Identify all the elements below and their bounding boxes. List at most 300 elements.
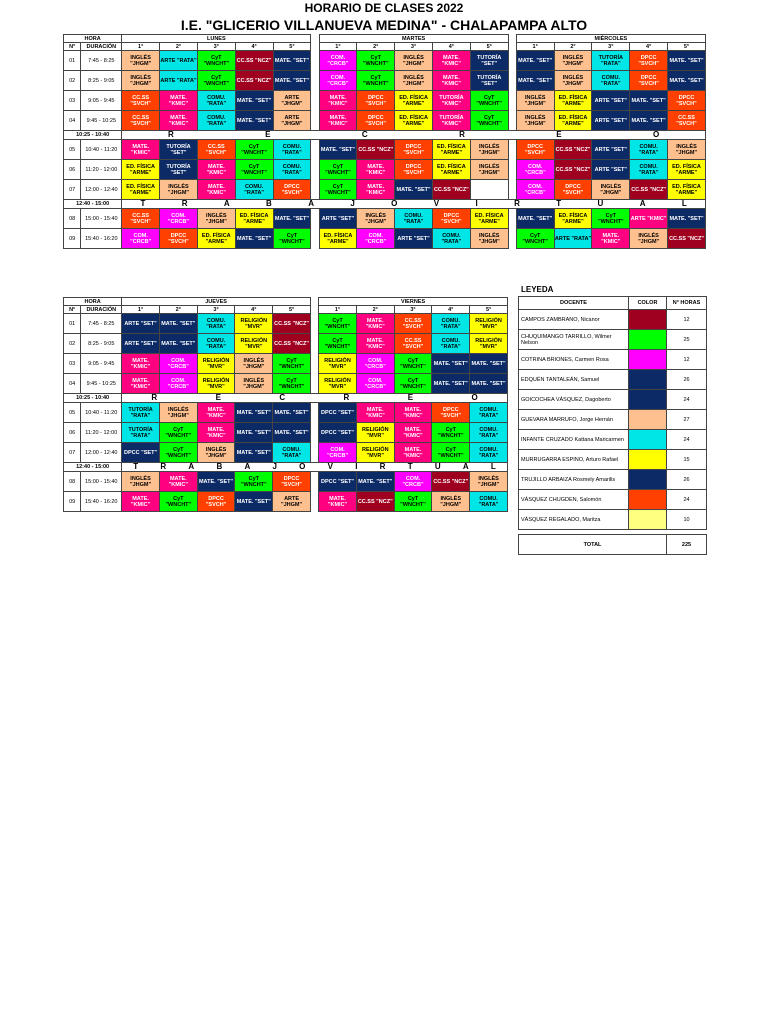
class-cell: ED. FÍSICA "ARME" xyxy=(235,209,273,229)
gap-cell xyxy=(310,443,318,463)
trabajo-row-letter: I xyxy=(475,199,478,208)
trabajo-row-letter: J xyxy=(350,199,355,208)
class-cell: ARTE "SET" xyxy=(395,229,433,249)
class-cell: COMU. "RATA" xyxy=(273,443,311,463)
class-cell: ARTE "SET" xyxy=(592,111,630,131)
trabajo-row-letter: T xyxy=(407,462,413,471)
recreo-row-letter: E xyxy=(215,393,221,402)
gap-cell xyxy=(508,43,516,51)
class-cell: INGLÉS "JHGM" xyxy=(197,443,235,463)
class-cell: CyT "WNCHT" xyxy=(235,140,273,160)
schedule-row xyxy=(64,314,508,334)
duration-header: DURACIÓN xyxy=(81,306,122,314)
teacher-hours: 15 xyxy=(667,450,707,470)
class-cell: COMU. "RATA" xyxy=(395,209,433,229)
trabajo-row-letter: O xyxy=(299,462,306,471)
row-time: 7:45 - 8:25 xyxy=(81,51,122,71)
gap-cell xyxy=(310,334,318,354)
teacher-hours: 12 xyxy=(667,350,707,370)
class-cell: ED. FÍSICA "ARME" xyxy=(395,111,433,131)
class-cell: RELIGIÓN "MVR" xyxy=(319,374,357,394)
gap-cell xyxy=(310,306,318,314)
class-cell: ARTE "RATA" xyxy=(160,71,198,91)
grade-header: 4° xyxy=(630,43,668,51)
class-cell: MATE. "SET" xyxy=(356,472,394,492)
recreo-row-letter: C xyxy=(361,130,368,139)
recreo-row-band xyxy=(122,131,706,140)
day-header-1: MARTES xyxy=(319,35,508,43)
trabajo-row xyxy=(64,463,508,472)
class-cell: MATE. "KMIC" xyxy=(160,111,198,131)
class-cell: COM. "CRCB" xyxy=(159,354,197,374)
class-cell: ARTE "JHGM" xyxy=(273,91,311,111)
class-cell: CyT "WNCHT" xyxy=(197,71,235,91)
class-cell: CyT "WNCHT" xyxy=(432,443,470,463)
schedule-row xyxy=(64,111,706,131)
class-cell: ARTE "SET" xyxy=(122,334,160,354)
class-cell: CyT "WNCHT" xyxy=(319,334,357,354)
class-cell: ED. FÍSICA "ARME" xyxy=(122,180,160,200)
class-cell: MATE. "SET" xyxy=(432,354,470,374)
class-cell: DPCC "SVCH" xyxy=(273,472,311,492)
legend-header-cell: DOCENTE xyxy=(519,297,629,310)
gap-cell xyxy=(311,180,319,200)
class-cell: INGLÉS "JHGM" xyxy=(592,180,630,200)
class-cell: TUTORÍA "SET" xyxy=(470,71,508,91)
class-cell: MATE. "SET" xyxy=(630,111,668,131)
class-cell: MATE. "SET" xyxy=(159,334,197,354)
class-cell: ARTE "RATA" xyxy=(554,229,592,249)
class-cell: RELIGIÓN "MVR" xyxy=(470,334,508,354)
grade-header: 2° xyxy=(554,43,592,51)
class-cell: COMU. "RATA" xyxy=(197,111,235,131)
trabajo-row-letter: A xyxy=(308,199,314,208)
class-cell: INGLÉS "JHGM" xyxy=(235,354,273,374)
trabajo-row-letter: O xyxy=(391,199,398,208)
class-cell: INGLÉS "JHGM" xyxy=(357,209,395,229)
trabajo-row-letter: V xyxy=(433,199,440,208)
gap-cell xyxy=(508,51,516,71)
row-time: 9:45 - 10:25 xyxy=(81,374,122,394)
total-row xyxy=(519,535,707,555)
gap-cell xyxy=(508,180,516,200)
class-cell: DPCC "SVCH" xyxy=(395,160,433,180)
legend-row xyxy=(519,410,707,430)
teacher-name: INFANTE CRUZADO Kattana Maricarmen xyxy=(519,430,629,450)
gap-cell xyxy=(311,160,319,180)
schedule-table-bottom xyxy=(63,297,508,512)
row-time: 11:20 - 12:00 xyxy=(81,423,122,443)
schedule-row xyxy=(64,354,508,374)
class-cell: MATE. "KMIC" xyxy=(122,492,160,512)
recreo-row-letter: E xyxy=(556,130,562,139)
class-cell: TUTORÍA "SET" xyxy=(470,51,508,71)
class-cell: DPCC "SVCH" xyxy=(432,209,470,229)
grade-header: 5° xyxy=(470,43,508,51)
recreo-row-letter: O xyxy=(471,393,478,402)
class-cell: CC.SS "SVCH" xyxy=(394,314,432,334)
class-cell: CyT "WNCHT" xyxy=(273,374,311,394)
class-cell: DPCC "SET" xyxy=(319,423,357,443)
recreo-row-letter: C xyxy=(279,393,286,402)
class-cell: TUTORÍA "SET" xyxy=(160,140,198,160)
class-cell: MATE. "SET" xyxy=(235,492,273,512)
class-cell: INGLÉS "JHGM" xyxy=(668,140,706,160)
row-number: 01 xyxy=(64,51,81,71)
trabajo-row-letters xyxy=(122,201,705,207)
trabajo-row-letter: L xyxy=(681,199,687,208)
class-cell: COM. "CRCB" xyxy=(122,229,160,249)
class-cell: RELIGIÓN "MVR" xyxy=(319,354,357,374)
class-cell: DPCC "SVCH" xyxy=(395,140,433,160)
class-cell: CyT "WNCHT" xyxy=(197,51,235,71)
grade-header: 2° xyxy=(160,43,198,51)
row-time: 9:05 - 9:45 xyxy=(81,354,122,374)
row-number: 06 xyxy=(64,423,81,443)
row-number: 08 xyxy=(64,472,81,492)
row-time: 8:25 - 9:05 xyxy=(81,71,122,91)
class-cell: MATE. "SET" xyxy=(235,111,273,131)
teacher-color xyxy=(629,450,667,470)
trabajo-row-letter: V xyxy=(327,462,333,471)
class-cell: MATE. "KMIC" xyxy=(197,423,235,443)
gap-cell xyxy=(310,403,318,423)
gap-cell xyxy=(310,354,318,374)
legend-row xyxy=(519,450,707,470)
teacher-color xyxy=(629,310,667,330)
trabajo-row-letter: T xyxy=(556,199,562,208)
class-cell: CyT "WNCHT" xyxy=(159,443,197,463)
class-cell: CyT "WNCHT" xyxy=(394,492,432,512)
class-cell: COMU. "RATA" xyxy=(470,443,508,463)
teacher-color xyxy=(629,470,667,490)
class-cell: MATE. "SET" xyxy=(668,51,706,71)
page-title: HORARIO DE CLASES 2022 xyxy=(304,1,464,15)
recreo-row-time: 10:25 - 10:40 xyxy=(64,394,122,403)
class-cell: DPCC "SVCH" xyxy=(668,91,706,111)
class-cell: ED. FÍSICA "ARME" xyxy=(554,91,592,111)
class-cell: COMU. "RATA" xyxy=(470,492,508,512)
class-cell: CyT "WNCHT" xyxy=(159,423,197,443)
class-cell: MATE. "SET" xyxy=(516,209,554,229)
class-cell: DPCC "SVCH" xyxy=(516,140,554,160)
grade-header: 1° xyxy=(122,43,160,51)
class-cell: ARTE "RATA" xyxy=(160,51,198,71)
row-time: 12:00 - 12:40 xyxy=(81,180,122,200)
class-cell: CC.SS "SVCH" xyxy=(122,209,160,229)
class-cell: ARTE "JHGM" xyxy=(273,111,311,131)
class-cell: RELIGIÓN "MVR" xyxy=(197,374,235,394)
class-cell: INGLÉS "JHGM" xyxy=(395,51,433,71)
schedule-row xyxy=(64,140,706,160)
class-cell: ARTE "SET" xyxy=(592,160,630,180)
grade-header: 2° xyxy=(357,43,395,51)
grade-header: 3° xyxy=(394,306,432,314)
recreo-row-letter: R xyxy=(151,393,158,402)
class-cell: ED. FÍSICA "ARME" xyxy=(432,160,470,180)
recreo-row-letter: O xyxy=(653,130,660,139)
class-cell: CC.SS "NCZ" xyxy=(357,140,395,160)
class-cell: MATE. "KMIC" xyxy=(592,229,630,249)
class-cell: INGLÉS "JHGM" xyxy=(235,374,273,394)
teacher-name: COTRINA BRIONES, Carmen Rosa xyxy=(519,350,629,370)
class-cell: COM. "CRCB" xyxy=(319,51,357,71)
class-cell: ARTE "SET" xyxy=(319,209,357,229)
class-cell: CC.SS "NCZ" xyxy=(668,229,706,249)
class-cell: MATE. "SET" xyxy=(516,71,554,91)
grade-header: 2° xyxy=(159,306,197,314)
teacher-color xyxy=(629,370,667,390)
teacher-color xyxy=(629,350,667,370)
row-number: 09 xyxy=(64,492,81,512)
gap-cell xyxy=(310,423,318,443)
class-cell: MATE. "KMIC" xyxy=(356,403,394,423)
trabajo-row-letter: I xyxy=(355,462,358,471)
gap-cell xyxy=(311,43,319,51)
class-cell: MATE. "SET" xyxy=(668,209,706,229)
row-time: 8:25 - 9:05 xyxy=(81,334,122,354)
class-cell: INGLÉS "JHGM" xyxy=(470,140,508,160)
teacher-hours: 12 xyxy=(667,310,707,330)
trabajo-row xyxy=(64,200,706,209)
class-cell: MATE. "SET" xyxy=(273,403,311,423)
legend-row xyxy=(519,470,707,490)
class-cell: CC.SS "NCZ" xyxy=(235,51,273,71)
class-cell: ED. FÍSICA "ARME" xyxy=(395,91,433,111)
class-cell: DPCC "SVCH" xyxy=(630,51,668,71)
row-number: 08 xyxy=(64,209,81,229)
row-number: 06 xyxy=(64,160,81,180)
class-cell: MATE. "KMIC" xyxy=(319,492,357,512)
gap-cell xyxy=(310,374,318,394)
row-number: 04 xyxy=(64,111,81,131)
legend-title: LEYEDA xyxy=(521,285,554,294)
class-cell: MATE. "KMIC" xyxy=(356,314,394,334)
class-cell xyxy=(470,180,508,200)
class-cell: COM. "CRCB" xyxy=(356,374,394,394)
recreo-row-letter: R xyxy=(459,130,465,139)
trabajo-row-letter: T xyxy=(140,199,146,208)
class-cell: MATE. "KMIC" xyxy=(160,91,198,111)
gap-cell xyxy=(311,209,319,229)
header-row xyxy=(64,35,706,43)
gap-cell xyxy=(508,91,516,111)
class-cell: MATE. "SET" xyxy=(273,423,311,443)
class-cell: ED. FÍSICA "ARME" xyxy=(197,229,235,249)
teacher-hours: 26 xyxy=(667,370,707,390)
class-cell: COMU. "RATA" xyxy=(197,334,235,354)
row-time: 15:00 - 15:40 xyxy=(81,472,122,492)
class-cell: RELIGIÓN "MVR" xyxy=(235,314,273,334)
row-number: 05 xyxy=(64,403,81,423)
legend-header-cell: COLOR xyxy=(629,297,667,310)
class-cell: CC.SS "NCZ" xyxy=(554,160,592,180)
class-cell: COMU. "RATA" xyxy=(273,160,311,180)
class-cell: COM. "CRCB" xyxy=(516,160,554,180)
class-cell: MATE. "SET" xyxy=(470,374,508,394)
class-cell: RELIGIÓN "MVR" xyxy=(356,423,394,443)
class-cell: CC.SS "SVCH" xyxy=(122,111,160,131)
grade-header: 3° xyxy=(592,43,630,51)
class-cell: INGLÉS "JHGM" xyxy=(160,180,198,200)
total-value: 225 xyxy=(667,535,707,555)
trabajo-row-letter: A xyxy=(223,199,230,208)
class-cell: INGLÉS "JHGM" xyxy=(432,492,470,512)
grade-header: 3° xyxy=(197,306,235,314)
class-cell: RELIGIÓN "MVR" xyxy=(356,443,394,463)
row-number: 02 xyxy=(64,334,81,354)
trabajo-row-letter: A xyxy=(244,462,251,471)
class-cell: ARTE "JHGM" xyxy=(273,492,311,512)
teacher-name: GUEVARA MARRUFO, Jorge Hernán xyxy=(519,410,629,430)
class-cell: TUTORÍA "KMIC" xyxy=(432,111,470,131)
row-number: 07 xyxy=(64,443,81,463)
class-cell: CC.SS "SVCH" xyxy=(122,91,160,111)
teacher-hours: 26 xyxy=(667,470,707,490)
grade-header: 1° xyxy=(319,43,357,51)
legend-header-cell: N° HORAS xyxy=(667,297,707,310)
grade-header: 1° xyxy=(319,306,357,314)
teacher-name: GOICOCHEA VÁSQUEZ, Dagoberto xyxy=(519,390,629,410)
class-cell: CC.SS "NCZ" xyxy=(432,180,470,200)
legend-row xyxy=(519,310,707,330)
recreo-row-letter: R xyxy=(343,393,350,402)
class-cell: INGLÉS "JHGM" xyxy=(470,472,508,492)
class-cell: MATE. "KMIC" xyxy=(319,91,357,111)
hora-header: HORA xyxy=(64,298,122,306)
teacher-name: MURRUGARRA ESPINO, Arturo Rafael xyxy=(519,450,629,470)
class-cell: MATE. "SET" xyxy=(668,71,706,91)
class-cell: MATE. "KMIC" xyxy=(122,140,160,160)
class-cell: COM. "CRCB" xyxy=(394,472,432,492)
class-cell: ARTE "SET" xyxy=(592,91,630,111)
class-cell: DPCC "SVCH" xyxy=(197,492,235,512)
legend-row xyxy=(519,370,707,390)
trabajo-row-band xyxy=(122,200,706,209)
row-time: 9:45 - 10:25 xyxy=(81,111,122,131)
class-cell: CyT "WNCHT" xyxy=(357,51,395,71)
gap-cell xyxy=(508,229,516,249)
class-cell: MATE. "SET" xyxy=(235,403,273,423)
teacher-color xyxy=(629,330,667,350)
class-cell: CyT "WNCHT" xyxy=(319,180,357,200)
schedule-row xyxy=(64,374,508,394)
row-number: 05 xyxy=(64,140,81,160)
trabajo-row-time: 12:40 - 15:00 xyxy=(64,200,122,209)
gap-cell xyxy=(508,140,516,160)
class-cell: ARTE "SET" xyxy=(592,140,630,160)
class-cell: ED. FÍSICA "ARME" xyxy=(122,160,160,180)
day-header-2: MIÉRCOLES xyxy=(516,35,705,43)
class-cell: COMU. "RATA" xyxy=(630,160,668,180)
class-cell: DPCC "SET" xyxy=(122,443,160,463)
class-cell: CyT "WNCHT" xyxy=(159,492,197,512)
class-cell: COMU. "RATA" xyxy=(470,423,508,443)
row-time: 7:45 - 8:25 xyxy=(81,314,122,334)
class-cell: MATE. "SET" xyxy=(235,91,273,111)
teacher-color xyxy=(629,510,667,530)
schedule-row xyxy=(64,71,706,91)
trabajo-row-letter: B xyxy=(266,199,272,208)
class-cell: COM. "CRCB" xyxy=(357,229,395,249)
day-header-0: JUEVES xyxy=(122,298,311,306)
class-cell: MATE. "SET" xyxy=(235,229,273,249)
grade-header: 1° xyxy=(122,306,160,314)
class-cell: ED. FÍSICA "ARME" xyxy=(668,180,706,200)
class-cell: DPCC "SVCH" xyxy=(273,180,311,200)
gap-cell xyxy=(310,298,318,306)
class-cell: COMU. "RATA" xyxy=(432,314,470,334)
gap-cell xyxy=(508,71,516,91)
teacher-hours: 24 xyxy=(667,430,707,450)
class-cell: INGLÉS "JHGM" xyxy=(470,229,508,249)
class-cell: MATE. "SET" xyxy=(273,51,311,71)
class-cell: COMU. "RATA" xyxy=(197,91,235,111)
class-cell: INGLÉS "JHGM" xyxy=(122,71,160,91)
legend-table xyxy=(518,296,707,555)
day-header-0: LUNES xyxy=(122,35,311,43)
legend-header xyxy=(519,297,707,310)
class-cell: DPCC "SVCH" xyxy=(554,180,592,200)
class-cell: ED. FÍSICA "ARME" xyxy=(432,140,470,160)
class-cell: CyT "WNCHT" xyxy=(394,354,432,374)
class-cell: COMU. "RATA" xyxy=(630,140,668,160)
class-cell: DPCC "SET" xyxy=(319,472,357,492)
trabajo-row-letter: U xyxy=(434,462,441,471)
class-cell: COM. "CRCB" xyxy=(319,443,357,463)
row-time: 15:40 - 16:20 xyxy=(81,229,122,249)
grade-header: 5° xyxy=(273,306,311,314)
row-number: 03 xyxy=(64,91,81,111)
class-cell: CyT "WNCHT" xyxy=(357,71,395,91)
teacher-name: CHUQUIMANGO TARRILLO, Wilmer Nelson xyxy=(519,330,629,350)
trabajo-row-band xyxy=(122,463,508,472)
class-cell: TUTORÍA "SET" xyxy=(160,160,198,180)
class-cell: CC.SS "NCZ" xyxy=(273,314,311,334)
class-cell: MATE. "KMIC" xyxy=(122,374,160,394)
grade-header: 4° xyxy=(432,306,470,314)
teacher-name: TRUJILLO ARBAIZA Rosmely Amarilis xyxy=(519,470,629,490)
teacher-hours: 24 xyxy=(667,490,707,510)
row-number: 09 xyxy=(64,229,81,249)
trabajo-row-letter: J xyxy=(272,462,277,471)
teacher-hours: 25 xyxy=(667,330,707,350)
trabajo-row-time: 12:40 - 15:00 xyxy=(64,463,122,472)
row-time: 11:20 - 12:00 xyxy=(81,160,122,180)
trabajo-row-letter: T xyxy=(133,462,139,471)
class-cell: MATE. "SET" xyxy=(235,423,273,443)
class-cell: COM. "CRCB" xyxy=(160,209,198,229)
grade-header: 5° xyxy=(273,43,311,51)
class-cell: CC.SS "SVCH" xyxy=(197,140,235,160)
total-label: TOTAL xyxy=(519,535,667,555)
row-time: 15:00 - 15:40 xyxy=(81,209,122,229)
day-header-1: VIERNES xyxy=(319,298,508,306)
trabajo-row-letter: U xyxy=(597,199,604,208)
class-cell: CC.SS "NCZ" xyxy=(554,140,592,160)
gap-cell xyxy=(311,91,319,111)
schedule-row xyxy=(64,472,508,492)
header-row-2 xyxy=(64,43,706,51)
schedule-row xyxy=(64,180,706,200)
schedule-row xyxy=(64,209,706,229)
teacher-hours: 24 xyxy=(667,390,707,410)
class-cell: ARTE "SET" xyxy=(122,314,160,334)
class-cell: CyT "WNCHT" xyxy=(432,423,470,443)
class-cell: CyT "WNCHT" xyxy=(273,229,311,249)
class-cell: MATE. "KMIC" xyxy=(394,443,432,463)
teacher-name: EDQUÉN TANTALEÁN, Samuel xyxy=(519,370,629,390)
